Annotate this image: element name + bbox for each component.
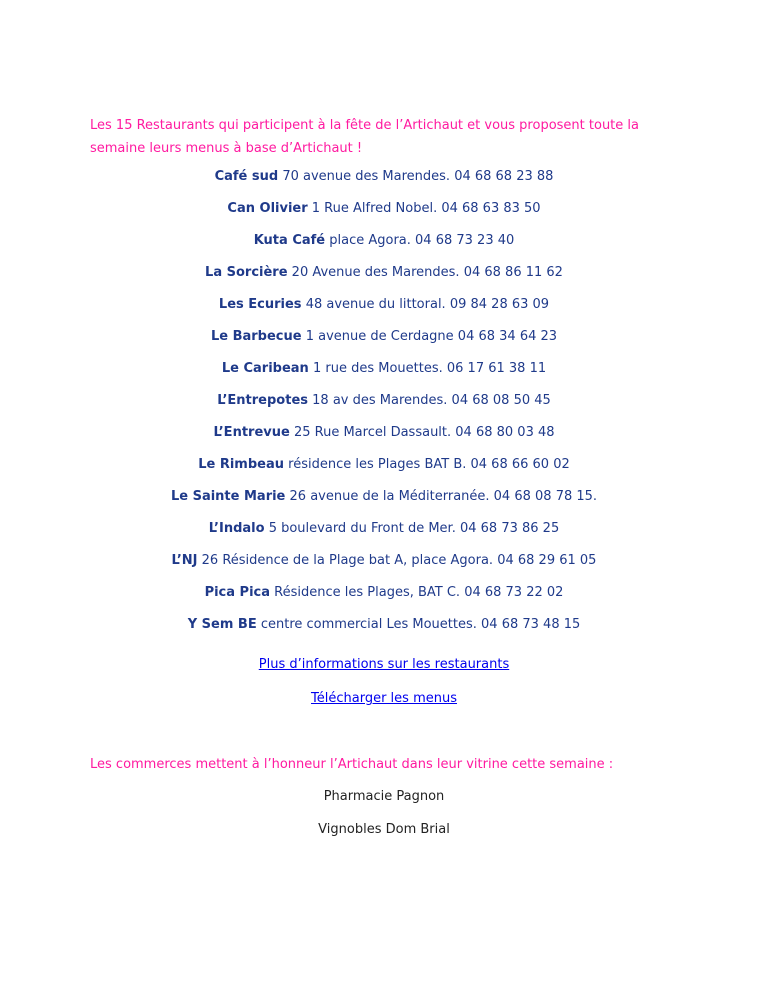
restaurant-name: Y Sem BE [187, 617, 257, 632]
restaurant-entry [0, 614, 768, 646]
restaurant-name: Café sud [214, 169, 279, 184]
download-menus-link[interactable]: Télécharger les menus [311, 691, 457, 706]
restaurant-details: 1 avenue de Cerdagne 04 68 34 64 23 [305, 329, 558, 344]
links-section [0, 654, 768, 722]
restaurant-details: 1 rue des Mouettes. 06 17 61 38 11 [312, 361, 547, 376]
restaurant-details: 18 av des Marendes. 04 68 08 50 45 [312, 393, 551, 408]
restaurant-details: 48 avenue du littoral. 09 84 28 63 09 [305, 297, 550, 312]
restaurant-name: Le Rimbeau [198, 457, 285, 472]
restaurant-name: Le Caribean [221, 361, 309, 376]
shop-entry: Vignobles Dom Brial [318, 822, 450, 837]
restaurant-entry [0, 326, 768, 358]
restaurant-entry [0, 486, 768, 518]
restaurant-entry [0, 198, 768, 230]
more-info-link[interactable]: Plus d’informations sur les restaurants [258, 657, 510, 672]
restaurant-entry [0, 166, 768, 198]
restaurant-name: L’Entrevue [213, 425, 290, 440]
restaurant-name: Kuta Café [253, 233, 326, 248]
restaurant-details: place Agora. 04 68 73 23 40 [329, 233, 515, 248]
restaurant-name: Can Olivier [227, 201, 308, 216]
restaurant-entry [0, 358, 768, 390]
restaurant-name: Les Ecuries [218, 297, 302, 312]
restaurant-details: 20 Avenue des Marendes. 04 68 86 11 62 [291, 265, 563, 280]
restaurant-details: Résidence les Plages, BAT C. 04 68 73 22 02 [274, 585, 564, 600]
restaurant-name: L’NJ [171, 553, 198, 568]
restaurant-list [0, 166, 768, 646]
restaurant-details: 5 boulevard du Front de Mer. 04 68 73 86 25 [268, 521, 560, 536]
restaurant-entry [0, 518, 768, 550]
restaurant-details: 26 Résidence de la Plage bat A, place Agora. 04 68 29 61 05 [201, 553, 597, 568]
restaurant-details: centre commercial Les Mouettes. 04 68 73 48 15 [260, 617, 581, 632]
restaurant-entry [0, 390, 768, 422]
restaurant-entry [0, 454, 768, 486]
shops-intro: Les commerces mettent à l’honneur l’Artichaut dans leur vitrine cette semaine : [90, 757, 614, 772]
restaurant-name: Le Barbecue [210, 329, 302, 344]
restaurant-entry [0, 550, 768, 582]
restaurant-entry [0, 294, 768, 326]
restaurant-details: résidence les Plages BAT B. 04 68 66 60 02 [288, 457, 570, 472]
restaurant-name: Le Sainte Marie [170, 489, 286, 504]
restaurants-intro: Les 15 Restaurants qui participent à la fête de l’Artichaut et vous proposent toute la semaine leurs menus à base d’Artichaut ! [90, 118, 639, 156]
restaurant-entry [0, 422, 768, 454]
shop-entry: Pharmacie Pagnon [323, 789, 445, 804]
restaurant-name: Pica Pica [204, 585, 271, 600]
restaurant-entry [0, 582, 768, 614]
restaurant-name: La Sorcière [205, 265, 288, 280]
restaurant-details: 25 Rue Marcel Dassault. 04 68 80 03 48 [293, 425, 555, 440]
restaurant-name: L’Indalo [208, 521, 265, 536]
restaurant-details: 70 avenue des Marendes. 04 68 68 23 88 [282, 169, 554, 184]
restaurant-details: 26 avenue de la Méditerranée. 04 68 08 78 15. [289, 489, 598, 504]
restaurant-details: 1 Rue Alfred Nobel. 04 68 63 83 50 [311, 201, 541, 216]
shop-list [0, 786, 768, 852]
restaurant-entry [0, 262, 768, 294]
restaurant-name: L’Entrepotes [217, 393, 309, 408]
restaurant-entry [0, 230, 768, 262]
